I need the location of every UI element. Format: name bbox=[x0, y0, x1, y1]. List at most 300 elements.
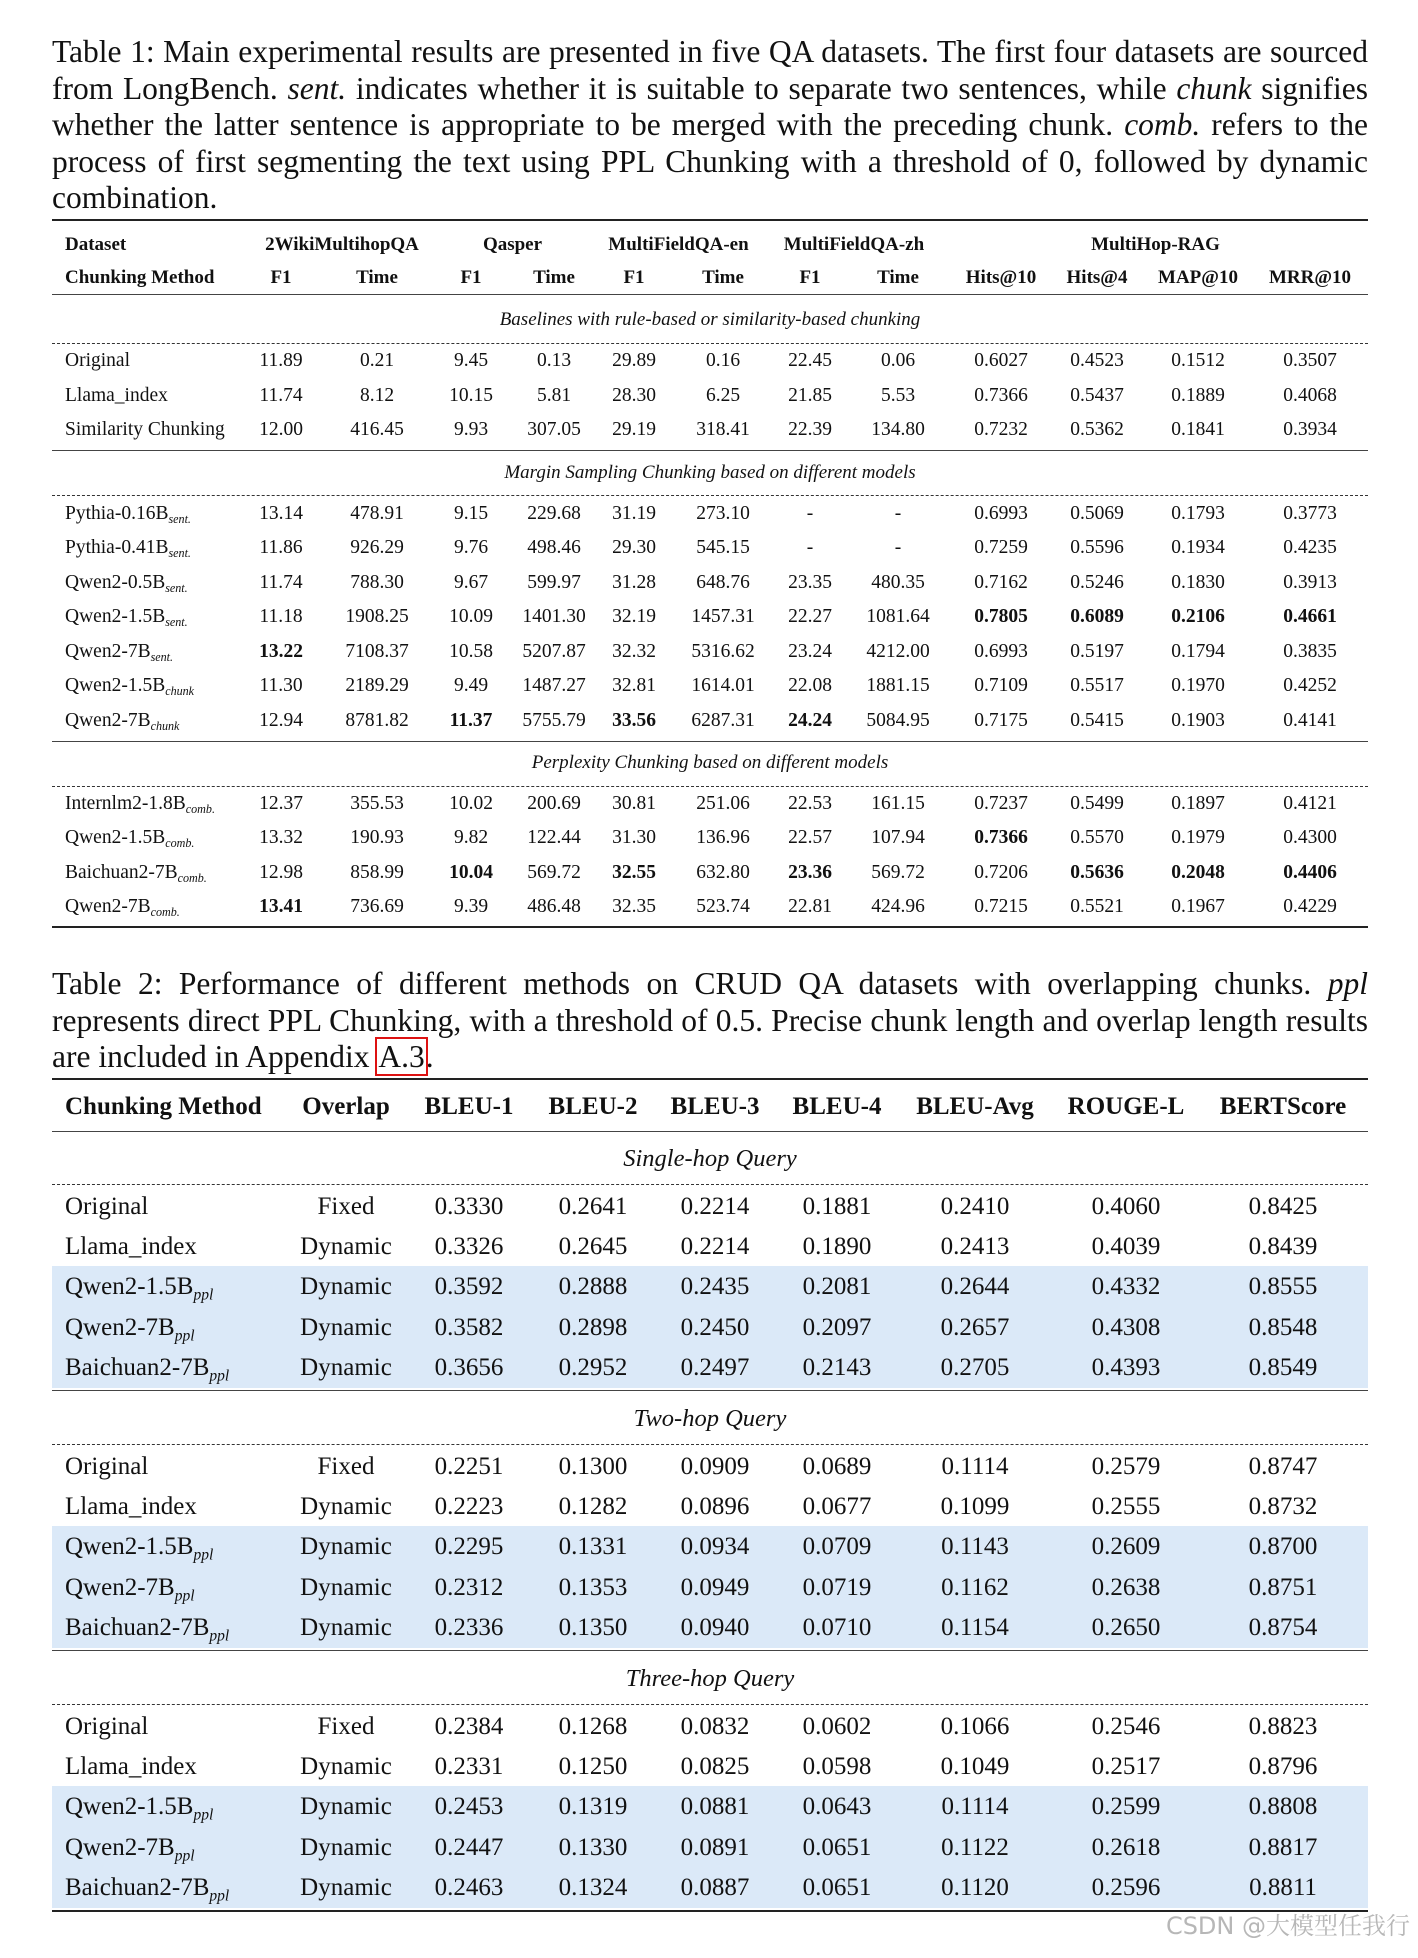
table-cell-text: Dynamic bbox=[300, 1613, 392, 1641]
table-cell-text: 0.0909 bbox=[680, 1453, 750, 1480]
table-cell-text: 0.0934 bbox=[680, 1533, 750, 1561]
table-cell bbox=[788, 787, 832, 821]
table-cell bbox=[454, 413, 488, 447]
table-cell bbox=[691, 600, 754, 634]
table-cell-text: 788.30 bbox=[350, 571, 404, 593]
table-cell bbox=[454, 497, 488, 531]
table-cell-text: 858.99 bbox=[350, 861, 404, 883]
table-cell-text: 0.1889 bbox=[1171, 384, 1225, 406]
table-cell-text: - bbox=[894, 502, 902, 524]
table-row bbox=[0, 344, 1418, 378]
table-cell bbox=[942, 1787, 1009, 1827]
table-cell bbox=[435, 1227, 504, 1267]
method-base: Similarity Chunking bbox=[65, 419, 225, 440]
header-column: BLEU-4 bbox=[792, 1093, 882, 1120]
method-base: Qwen2-7B bbox=[65, 1313, 175, 1341]
table-cell-text: 10.15 bbox=[449, 384, 493, 406]
method-base: Pythia-0.41B bbox=[65, 537, 169, 559]
table-cell bbox=[1070, 566, 1124, 600]
table-cell bbox=[974, 413, 1028, 447]
table-cell bbox=[1092, 1787, 1161, 1827]
caption-text: Table 1: Main experimental results are presented in five QA datasets. The first four datasets are sourced from LongBench. bbox=[52, 34, 1368, 106]
table-cell-text: 0.7162 bbox=[974, 571, 1028, 593]
method-subscript: comb. bbox=[150, 905, 180, 920]
table-row bbox=[0, 600, 1418, 634]
table-cell-text: 0.3656 bbox=[434, 1353, 504, 1381]
table-cell-text: 1401.30 bbox=[522, 606, 586, 628]
table-cell bbox=[803, 1187, 872, 1227]
table-cell-text: 1487.27 bbox=[522, 675, 586, 697]
method-base: Qwen2-1.5B bbox=[65, 827, 166, 849]
table-cell bbox=[1171, 704, 1225, 738]
table-cell-text: 0.2336 bbox=[434, 1613, 504, 1641]
table-row bbox=[0, 1868, 1418, 1908]
table-cell bbox=[612, 344, 656, 378]
csdn-watermark: CSDN @大模型任我行 bbox=[1165, 1912, 1410, 1940]
table-cell-text: 0.3773 bbox=[1283, 502, 1337, 524]
table-cell bbox=[895, 497, 902, 531]
table-cell-text: 0.7366 bbox=[974, 827, 1028, 849]
table-cell bbox=[1171, 669, 1225, 703]
section-title: Two-hop Query bbox=[633, 1405, 787, 1432]
table-cell-text: Dynamic bbox=[300, 1233, 392, 1261]
table-cell bbox=[345, 704, 408, 738]
table-cell bbox=[435, 1747, 504, 1787]
table-cell bbox=[974, 531, 1028, 565]
table-cell bbox=[612, 787, 656, 821]
table-cell bbox=[527, 566, 581, 600]
table-cell bbox=[527, 856, 581, 890]
table-cell-text: 0.4229 bbox=[1283, 896, 1337, 918]
table-cell-text: 0.1793 bbox=[1171, 502, 1225, 524]
method-base: Qwen2-7B bbox=[65, 896, 151, 918]
table-cell bbox=[435, 1267, 504, 1307]
header-column: ROUGE-L bbox=[1067, 1093, 1185, 1120]
method-name bbox=[65, 600, 188, 634]
section-divider bbox=[52, 1184, 1368, 1185]
table-cell bbox=[803, 1868, 872, 1908]
table-cell bbox=[454, 344, 488, 378]
table-cell-text: 0.0677 bbox=[802, 1493, 872, 1521]
table-cell-text: 0.1049 bbox=[940, 1753, 1010, 1781]
method-name bbox=[65, 821, 194, 855]
table-cell-text: 424.96 bbox=[871, 896, 925, 918]
table-cell-text: 0.0719 bbox=[802, 1573, 872, 1601]
table-cell-text: 0.0651 bbox=[802, 1873, 872, 1901]
table-cell bbox=[527, 497, 581, 531]
method-name bbox=[65, 1747, 197, 1787]
method-base: Baichuan2-7B bbox=[65, 1873, 210, 1901]
table-cell-text: 31.28 bbox=[612, 571, 656, 593]
table-cell bbox=[803, 1267, 872, 1307]
table1-header-rule bbox=[52, 294, 1368, 295]
table-cell-text: Dynamic bbox=[300, 1753, 392, 1781]
table-cell-text: 0.1350 bbox=[558, 1613, 628, 1641]
table-row bbox=[0, 1707, 1418, 1747]
table-cell-text: 0.8425 bbox=[1248, 1193, 1318, 1220]
table-row bbox=[0, 413, 1418, 447]
table-cell-text: 23.35 bbox=[788, 571, 832, 593]
table-cell bbox=[259, 413, 303, 447]
table-cell bbox=[559, 1527, 628, 1567]
table-cell bbox=[941, 1487, 1010, 1527]
method-name bbox=[65, 497, 191, 531]
table-cell-text: 416.45 bbox=[350, 419, 404, 440]
table-cell-text: Dynamic bbox=[300, 1873, 392, 1901]
table-cell bbox=[1283, 704, 1337, 738]
method-subscript: comb. bbox=[177, 870, 207, 885]
caption-text: . bbox=[425, 1039, 434, 1074]
table-cell bbox=[681, 1267, 750, 1307]
table-cell-text: 0.2097 bbox=[802, 1313, 872, 1341]
table-cell bbox=[345, 635, 408, 669]
caption-text: sent. bbox=[287, 70, 347, 106]
table-cell-text: 32.35 bbox=[612, 896, 656, 918]
header-column: Chunking Method bbox=[65, 267, 215, 288]
table-cell bbox=[300, 1527, 392, 1567]
table-cell bbox=[1283, 890, 1337, 924]
method-base: Baichuan2-7B bbox=[65, 1353, 210, 1381]
table-cell-text: 0.8732 bbox=[1248, 1493, 1318, 1521]
table-cell-text: 0.3330 bbox=[434, 1193, 504, 1220]
table-cell bbox=[1171, 379, 1225, 413]
table-cell-text: 12.00 bbox=[259, 419, 303, 440]
table-cell bbox=[345, 669, 408, 703]
table-cell-text: 0.06 bbox=[880, 350, 916, 371]
table-cell-text: 0.1066 bbox=[940, 1713, 1010, 1740]
table-cell-text: 0.0881 bbox=[680, 1793, 750, 1821]
table-cell bbox=[941, 1568, 1009, 1608]
table-cell bbox=[300, 1267, 392, 1307]
table-cell-text: 13.41 bbox=[259, 896, 303, 918]
method-name bbox=[65, 413, 225, 447]
table-cell-text: 0.1154 bbox=[941, 1613, 1009, 1641]
table-cell-text: Dynamic bbox=[300, 1833, 392, 1861]
table-cell bbox=[259, 890, 303, 924]
table-cell-text: 0.6993 bbox=[974, 502, 1028, 524]
table-cell-text: 318.41 bbox=[696, 419, 750, 440]
table-cell bbox=[318, 1187, 375, 1227]
table-cell bbox=[454, 669, 488, 703]
table-cell bbox=[300, 1828, 392, 1868]
table-cell bbox=[612, 566, 656, 600]
table-cell bbox=[1249, 1747, 1318, 1787]
table-cell bbox=[300, 1348, 392, 1388]
header-dataset: Dataset bbox=[65, 234, 127, 255]
table-cell bbox=[559, 1447, 628, 1487]
table-row bbox=[0, 1348, 1418, 1388]
table-cell-text: 0.3592 bbox=[434, 1273, 504, 1301]
method-base: Qwen2-1.5B bbox=[65, 1533, 194, 1561]
table-cell bbox=[559, 1308, 628, 1348]
table-cell-text: 0.3913 bbox=[1283, 571, 1337, 593]
table-cell-text: 0.8548 bbox=[1248, 1313, 1318, 1341]
method-base: Llama_index bbox=[65, 1493, 197, 1521]
table-cell-text: 0.2641 bbox=[558, 1193, 628, 1220]
table-cell bbox=[706, 344, 740, 378]
table-cell-text: 0.0651 bbox=[802, 1833, 872, 1861]
method-subscript: ppl bbox=[193, 1546, 214, 1564]
table-cell-text: 0.2447 bbox=[434, 1833, 504, 1861]
table-cell-text: 0.1099 bbox=[940, 1493, 1010, 1521]
table-cell bbox=[1171, 531, 1225, 565]
table-cell bbox=[1092, 1707, 1161, 1747]
table-cell-text: 273.10 bbox=[696, 502, 750, 524]
table-cell bbox=[941, 1527, 1009, 1567]
table-cell bbox=[788, 890, 832, 924]
table-cell bbox=[803, 1828, 872, 1868]
table-cell bbox=[300, 1227, 392, 1267]
table-cell-text: 21.85 bbox=[788, 384, 832, 406]
table-cell-text: Dynamic bbox=[300, 1793, 392, 1821]
table-cell-text: 0.2450 bbox=[680, 1313, 750, 1341]
method-base: Llama_index bbox=[65, 1233, 197, 1261]
table-cell-text: 136.96 bbox=[696, 827, 750, 849]
table-cell-text: - bbox=[894, 537, 902, 559]
table-cell bbox=[522, 635, 585, 669]
table-cell-text: Dynamic bbox=[300, 1533, 392, 1561]
table-cell-text: 161.15 bbox=[871, 792, 925, 814]
table-cell bbox=[1249, 1707, 1318, 1747]
table-cell bbox=[612, 413, 656, 447]
table1-header-groups bbox=[0, 228, 1418, 262]
table-cell-text: 0.0709 bbox=[802, 1533, 872, 1561]
method-name bbox=[65, 1787, 213, 1827]
table-cell bbox=[1249, 1527, 1318, 1567]
table-cell bbox=[681, 1868, 750, 1908]
table-cell bbox=[527, 787, 581, 821]
table-cell bbox=[1283, 821, 1337, 855]
table-cell-text: 0.2214 bbox=[680, 1233, 750, 1261]
table-cell bbox=[941, 1707, 1010, 1747]
method-name bbox=[65, 787, 215, 821]
table-cell bbox=[527, 890, 581, 924]
table-cell-text: 23.36 bbox=[788, 861, 832, 883]
table-cell-text: 0.1300 bbox=[558, 1453, 628, 1480]
header-column: BLEU-3 bbox=[670, 1093, 760, 1120]
table-cell bbox=[612, 600, 656, 634]
caption-text: comb. bbox=[1124, 107, 1201, 142]
table-cell bbox=[1070, 344, 1124, 378]
table-cell bbox=[803, 1527, 872, 1567]
table-cell-text: 9.82 bbox=[453, 827, 489, 849]
table-cell-text: 0.1331 bbox=[558, 1533, 628, 1561]
table-cell-text: 0.8439 bbox=[1248, 1233, 1318, 1261]
table-cell-text: 5084.95 bbox=[866, 709, 930, 731]
method-base: Qwen2-7B bbox=[65, 1573, 175, 1601]
table-cell bbox=[1249, 1787, 1318, 1827]
table-cell-text: 8.12 bbox=[359, 384, 395, 406]
table-row bbox=[0, 1487, 1418, 1527]
table-cell bbox=[350, 497, 404, 531]
table-cell-text: 0.7232 bbox=[974, 419, 1028, 440]
table-cell bbox=[259, 669, 302, 703]
table-cell bbox=[974, 635, 1028, 669]
table-cell-text: 9.39 bbox=[453, 896, 489, 918]
table-cell-text: 0.1330 bbox=[558, 1833, 628, 1861]
table-cell bbox=[612, 531, 656, 565]
table-cell-text: 0.1979 bbox=[1171, 827, 1225, 849]
table-cell-text: 0.7109 bbox=[974, 675, 1028, 697]
table-cell bbox=[1092, 1447, 1161, 1487]
table-cell-text: 0.4406 bbox=[1283, 861, 1337, 883]
table-cell bbox=[1070, 704, 1124, 738]
table-cell bbox=[974, 669, 1028, 703]
section-end-rule bbox=[52, 741, 1368, 742]
table-cell-text: 0.1268 bbox=[558, 1713, 628, 1740]
table-cell bbox=[866, 704, 929, 738]
table-cell-text: 736.69 bbox=[350, 896, 404, 918]
table-cell bbox=[259, 821, 303, 855]
table-cell bbox=[974, 566, 1028, 600]
table-row bbox=[0, 635, 1418, 669]
caption-text: Table 2: Performance of different methods on CRUD QA datasets with overlapping chunks. bbox=[52, 966, 1328, 1001]
table-cell-text: 23.24 bbox=[788, 640, 832, 662]
section-divider bbox=[52, 1704, 1368, 1705]
table-cell-text: 5316.62 bbox=[691, 640, 755, 662]
table-row bbox=[0, 1828, 1418, 1868]
table-cell-text: 0.4060 bbox=[1091, 1193, 1161, 1220]
table2-top-rule bbox=[52, 1078, 1368, 1080]
table-cell bbox=[871, 566, 925, 600]
table-cell-text: 0.8751 bbox=[1248, 1573, 1318, 1601]
table-cell-text: 0.7237 bbox=[974, 792, 1028, 814]
table-cell bbox=[1249, 1487, 1318, 1527]
table-cell bbox=[941, 1608, 1009, 1648]
method-name bbox=[65, 669, 194, 703]
caption-text: ppl bbox=[1327, 966, 1368, 1001]
table-row bbox=[0, 821, 1418, 855]
table-cell bbox=[696, 413, 750, 447]
table-cell-text: 11.37 bbox=[449, 709, 493, 731]
table-cell bbox=[1249, 1308, 1318, 1348]
table-cell-text: 1081.64 bbox=[866, 606, 930, 628]
table-cell-text: 229.68 bbox=[527, 502, 581, 524]
table-cell bbox=[788, 379, 832, 413]
table-cell-text: 0.8700 bbox=[1248, 1533, 1318, 1561]
table-cell bbox=[681, 1447, 750, 1487]
table-cell bbox=[612, 890, 656, 924]
table-cell bbox=[807, 531, 814, 565]
table2-header-rule bbox=[52, 1131, 1368, 1132]
table-cell bbox=[942, 1447, 1009, 1487]
table-cell-text: 0.2331 bbox=[434, 1753, 504, 1781]
table-cell bbox=[527, 531, 581, 565]
table-cell-text: 9.49 bbox=[453, 675, 489, 697]
table-cell bbox=[1070, 531, 1124, 565]
table-cell-text: 10.58 bbox=[449, 640, 493, 662]
appendix-link[interactable]: A.3 bbox=[378, 1039, 425, 1074]
table-cell bbox=[788, 669, 832, 703]
table-cell bbox=[1171, 344, 1225, 378]
table-cell bbox=[807, 497, 814, 531]
table-cell bbox=[435, 1527, 504, 1567]
table-cell bbox=[350, 821, 404, 855]
table-cell-text: Dynamic bbox=[300, 1313, 392, 1341]
table-row bbox=[0, 1187, 1418, 1227]
table-cell-text: 0.8817 bbox=[1248, 1833, 1318, 1861]
table-cell-text: 11.89 bbox=[259, 350, 303, 371]
table-cell-text: 0.4300 bbox=[1283, 827, 1337, 849]
table-cell bbox=[1092, 1568, 1161, 1608]
table-cell bbox=[435, 1868, 504, 1908]
table-cell-text: 24.24 bbox=[788, 709, 832, 731]
table-cell-text: 0.2657 bbox=[940, 1313, 1010, 1341]
table-cell bbox=[259, 379, 302, 413]
table-cell bbox=[1249, 1227, 1318, 1267]
table-cell bbox=[866, 600, 929, 634]
table-cell bbox=[559, 1868, 628, 1908]
table-cell bbox=[1283, 531, 1337, 565]
table-cell-text: 32.32 bbox=[612, 640, 656, 662]
section-divider bbox=[52, 495, 1368, 496]
table-cell-text: 0.2384 bbox=[434, 1713, 504, 1740]
table-cell bbox=[1171, 856, 1225, 890]
header-dataset-group: Qasper bbox=[482, 234, 543, 255]
table-cell-text: 0.1830 bbox=[1171, 571, 1225, 593]
table-cell-text: 251.06 bbox=[696, 792, 750, 814]
table-cell bbox=[1171, 821, 1225, 855]
table-cell-text: 0.2081 bbox=[802, 1273, 872, 1301]
section-end-rule bbox=[52, 450, 1368, 451]
method-name bbox=[65, 1487, 197, 1527]
table-cell bbox=[974, 344, 1028, 378]
table-cell-text: 10.02 bbox=[449, 792, 493, 814]
table-cell-text: Dynamic bbox=[300, 1273, 392, 1301]
table-cell-text: 0.2295 bbox=[434, 1533, 504, 1561]
section-title: Baselines with rule-based or similarity-based chunking bbox=[499, 309, 921, 330]
method-name bbox=[65, 1568, 195, 1608]
table-cell-text: 0.1794 bbox=[1171, 640, 1225, 662]
table-cell-text: 0.2435 bbox=[680, 1273, 750, 1301]
table-cell-text: 0.0887 bbox=[680, 1873, 750, 1901]
table-cell-text: 0.4235 bbox=[1283, 537, 1337, 559]
table-cell-text: 480.35 bbox=[871, 571, 925, 593]
table-cell-text: 0.0891 bbox=[680, 1833, 750, 1861]
section-divider bbox=[52, 786, 1368, 787]
table-cell bbox=[559, 1828, 628, 1868]
table-cell bbox=[259, 635, 303, 669]
table-cell-text: 107.94 bbox=[871, 827, 925, 849]
method-base: Qwen2-1.5B bbox=[65, 606, 166, 628]
table-cell-text: 0.1114 bbox=[941, 1793, 1009, 1821]
table-cell-text: 9.45 bbox=[453, 350, 489, 371]
table-cell-text: 0.2599 bbox=[1091, 1793, 1161, 1821]
table-cell-text: 0.5636 bbox=[1070, 861, 1124, 883]
table-row bbox=[0, 1227, 1418, 1267]
method-base: Internlm2-1.8B bbox=[65, 792, 186, 814]
header-column: Overlap bbox=[302, 1093, 390, 1120]
table-cell bbox=[559, 1227, 628, 1267]
table-row bbox=[0, 1447, 1418, 1487]
table-cell bbox=[1070, 635, 1124, 669]
header-column: Hits@10 bbox=[965, 267, 1037, 288]
table-cell bbox=[1070, 787, 1124, 821]
table-cell-text: 32.81 bbox=[612, 675, 656, 697]
method-name bbox=[65, 1707, 148, 1747]
table-cell-text: 0.2214 bbox=[680, 1193, 750, 1220]
table-cell-text: 0.2251 bbox=[434, 1453, 504, 1480]
table-cell bbox=[300, 1568, 392, 1608]
table-cell bbox=[866, 669, 929, 703]
method-subscript: ppl bbox=[174, 1327, 195, 1345]
table-cell-text: 0.4121 bbox=[1283, 792, 1337, 814]
table-cell bbox=[1070, 379, 1124, 413]
table-cell-text: 10.09 bbox=[449, 606, 493, 628]
table-cell-text: 0.1903 bbox=[1171, 709, 1225, 731]
method-name bbox=[65, 379, 168, 413]
table1-header-metrics bbox=[0, 261, 1418, 295]
